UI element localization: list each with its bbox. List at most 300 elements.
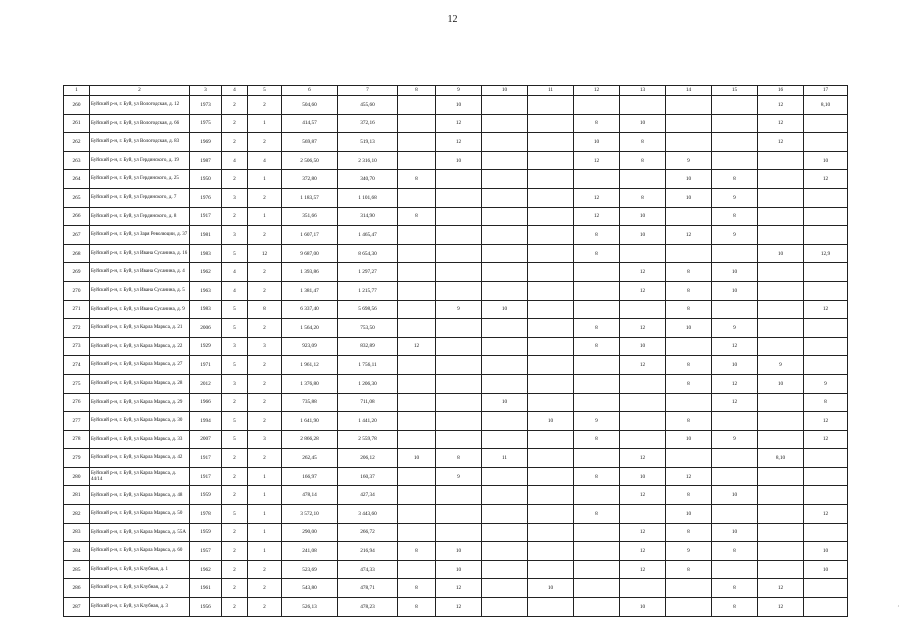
table-row [64,151,848,170]
header-cell: 1 [64,86,90,96]
col8-cell [398,300,436,319]
floors-cell: 2 [222,114,248,133]
total-area-cell: 6 337,40 [282,300,338,319]
col13-cell: 12 [620,281,666,300]
table-row [64,467,848,486]
col10-cell [482,96,528,115]
col13-cell: 10 [620,226,666,245]
col13-cell: 8 [620,151,666,170]
row-number: 283 [64,523,90,542]
col13-cell: 12 [620,356,666,375]
col15-cell: 12 [712,337,758,356]
col14-cell: 10 [666,319,712,338]
year-cell: 1987 [190,151,222,170]
row-number: 271 [64,300,90,319]
table-row [64,449,848,468]
year-cell: 1994 [190,412,222,431]
col10-cell: 10 [482,393,528,412]
col9-cell [436,356,482,375]
housing-register-table [63,85,848,617]
col9-cell: 10 [436,96,482,115]
table-row [64,486,848,505]
entrances-cell: 1 [248,207,282,226]
header-cell: 2 [90,86,190,96]
col13-cell [620,430,666,449]
entrances-cell: 2 [248,598,282,617]
year-cell: 1981 [190,226,222,245]
col12-cell [574,281,620,300]
col14-cell: 10 [666,430,712,449]
col15-cell [712,151,758,170]
total-area-cell: 504,60 [282,96,338,115]
living-area-cell: 1 441,20 [338,412,398,431]
col9-cell [436,244,482,263]
col17-cell [804,579,848,598]
living-area-cell: 2 559,78 [338,430,398,449]
col17-cell [804,486,848,505]
col13-cell: 10 [620,337,666,356]
page-number: 12 [447,14,458,25]
row-number: 285 [64,560,90,579]
col13-cell: 8 [620,133,666,152]
address-cell: Буйский р-н, г. Буй, ул Клубная, д. 1 [90,560,190,579]
col12-cell: 9 [574,412,620,431]
col10-cell [482,467,528,486]
col17-cell: 12 [804,300,848,319]
address-cell: Буйский р-н, г. Буй, ул Клубная, д. 3 [90,598,190,617]
col14-cell: 9 [666,542,712,561]
row-number: 269 [64,263,90,282]
col17-cell [804,207,848,226]
header-cell: 10 [482,86,528,96]
col16-cell [758,523,804,542]
col10-cell [482,412,528,431]
total-area-cell: 1 607,17 [282,226,338,245]
col12-cell [574,356,620,375]
year-cell: 1961 [190,579,222,598]
total-area-cell: 1 564,20 [282,319,338,338]
row-number: 286 [64,579,90,598]
entrances-cell: 1 [248,170,282,189]
living-area-cell: 427,34 [338,486,398,505]
year-cell: 1959 [190,486,222,505]
col10-cell [482,505,528,524]
address-cell: Буйский р-н, г. Буй, ул Карла Маркса, д. 29 [90,393,190,412]
entrances-cell: 2 [248,319,282,338]
col17-cell: 12,9 [804,244,848,263]
col13-cell: 10 [620,598,666,617]
col17-cell: 9 [804,374,848,393]
col13-cell: 12 [620,319,666,338]
entrances-cell: 1 [248,467,282,486]
col13-cell: 12 [620,560,666,579]
col16-cell [758,505,804,524]
col15-cell: 12 [712,374,758,393]
col10-cell [482,151,528,170]
address-cell: Буйский р-н, г. Буй, ул Вологодская, д. 66 [90,114,190,133]
table-row [64,281,848,300]
row-number: 287 [64,598,90,617]
col8-cell: 10 [398,449,436,468]
col12-cell: 8 [574,467,620,486]
col12-cell: 8 [574,337,620,356]
address-cell: Буйский р-н, г. Буй, ул Гердинского, д. 19 [90,151,190,170]
col13-cell: 12 [620,486,666,505]
col14-cell: 8 [666,281,712,300]
table-row [64,505,848,524]
row-number: 282 [64,505,90,524]
table-row [64,319,848,338]
col8-cell [398,412,436,431]
col17-cell: 8 [804,393,848,412]
year-cell: 2006 [190,319,222,338]
table-row [64,188,848,207]
address-cell: Буйский р-н, г. Буй, ул Ивана Сусанина, д. 9 [90,300,190,319]
col12-cell: 8 [574,430,620,449]
entrances-cell: 2 [248,393,282,412]
col11-cell [528,188,574,207]
col14-cell [666,393,712,412]
col14-cell: 12 [666,467,712,486]
floors-cell: 2 [222,579,248,598]
col9-cell: 12 [436,579,482,598]
address-cell: Буйский р-н, г. Буй, ул Клубная, д. 2 [90,579,190,598]
total-area-cell: 543,80 [282,579,338,598]
year-cell: 1962 [190,263,222,282]
col15-cell: 9 [712,188,758,207]
col8-cell: 8 [398,598,436,617]
table-row [64,263,848,282]
address-cell: Буйский р-н, г. Буй, ул Ивана Сусанина, д. 4 [90,263,190,282]
floors-cell: 3 [222,374,248,393]
col13-cell [620,170,666,189]
col17-cell [804,226,848,245]
col15-cell [712,467,758,486]
col10-cell [482,226,528,245]
entrances-cell: 1 [248,523,282,542]
col11-cell [528,114,574,133]
total-area-cell: 735,88 [282,393,338,412]
col17-cell [804,337,848,356]
col13-cell [620,244,666,263]
col17-cell [804,281,848,300]
year-cell: 1971 [190,356,222,375]
col8-cell [398,188,436,207]
table-body [64,86,848,617]
entrances-cell: 1 [248,114,282,133]
entrances-cell: 2 [248,560,282,579]
col8-cell [398,96,436,115]
col11-cell [528,430,574,449]
address-cell: Буйский р-н, г. Буй, ул Карла Маркса, д. 55А [90,523,190,542]
floors-cell: 5 [222,505,248,524]
address-cell: Буйский р-н, г. Буй, ул Гердинского, д. 8 [90,207,190,226]
address-cell: Буйский р-н, г. Буй, ул Вологодская, д. 12 [90,96,190,115]
col14-cell: 8 [666,356,712,375]
col16-cell [758,542,804,561]
living-area-cell: 474,33 [338,560,398,579]
header-row [64,86,848,96]
header-cell: 8 [398,86,436,96]
col11-cell [528,300,574,319]
col17-cell [804,467,848,486]
entrances-cell: 2 [248,188,282,207]
col16-cell [758,412,804,431]
col16-cell [758,319,804,338]
col12-cell: 10 [574,133,620,152]
total-area-cell: 1 641,90 [282,412,338,431]
living-area-cell: 1 756,11 [338,356,398,375]
total-area-cell: 372,80 [282,170,338,189]
col8-cell [398,505,436,524]
table-row [64,393,848,412]
col10-cell [482,133,528,152]
col10-cell [482,579,528,598]
col8-cell [398,356,436,375]
col9-cell [436,505,482,524]
table-row [64,542,848,561]
floors-cell: 4 [222,263,248,282]
floors-cell: 3 [222,337,248,356]
living-area-cell: 1 215,77 [338,281,398,300]
row-number: 278 [64,430,90,449]
col16-cell [758,207,804,226]
col9-cell [436,263,482,282]
col10-cell [482,170,528,189]
col16-cell: 10 [758,244,804,263]
col13-cell: 10 [620,114,666,133]
living-area-cell: 8 654,30 [338,244,398,263]
living-area-cell: 314,90 [338,207,398,226]
floors-cell: 2 [222,96,248,115]
stray-mark: , [897,603,899,608]
year-cell: 1917 [190,207,222,226]
col10-cell [482,542,528,561]
entrances-cell: 3 [248,430,282,449]
col12-cell: 12 [574,151,620,170]
total-area-cell: 1 183,57 [282,188,338,207]
row-number: 272 [64,319,90,338]
col12-cell [574,449,620,468]
col13-cell [620,374,666,393]
col14-cell: 8 [666,412,712,431]
col17-cell [804,188,848,207]
year-cell: 1983 [190,244,222,263]
col13-cell: 12 [620,449,666,468]
entrances-cell: 2 [248,412,282,431]
col17-cell [804,263,848,282]
col16-cell [758,337,804,356]
col15-cell: 8 [712,579,758,598]
col11-cell [528,263,574,282]
total-area-cell: 241,08 [282,542,338,561]
col10-cell [482,430,528,449]
col13-cell: 12 [620,542,666,561]
col10-cell: 11 [482,449,528,468]
address-cell: Буйский р-н, г. Буй, ул Карла Маркса, д. 21 [90,319,190,338]
col9-cell [436,374,482,393]
floors-cell: 2 [222,449,248,468]
col15-cell: 9 [712,226,758,245]
row-number: 268 [64,244,90,263]
col16-cell [758,393,804,412]
col10-cell [482,263,528,282]
col14-cell: 8 [666,486,712,505]
col9-cell: 10 [436,560,482,579]
header-cell: 4 [222,86,248,96]
row-number: 266 [64,207,90,226]
col11-cell [528,207,574,226]
col8-cell: 8 [398,170,436,189]
header-cell: 5 [248,86,282,96]
col9-cell [436,412,482,431]
col14-cell [666,449,712,468]
table-row [64,133,848,152]
col17-cell [804,114,848,133]
address-cell: Буйский р-н, г. Буй, ул Гердинского, д. 7 [90,188,190,207]
col15-cell: 10 [712,263,758,282]
col11-cell [528,319,574,338]
col13-cell [620,505,666,524]
total-area-cell: 2 866,28 [282,430,338,449]
living-area-cell: 478,23 [338,598,398,617]
living-area-cell: 3 443,60 [338,505,398,524]
col17-cell [804,319,848,338]
row-number: 276 [64,393,90,412]
entrances-cell: 2 [248,263,282,282]
address-cell: Буйский р-н, г. Буй, ул Ивана Сусанина, д. 5 [90,281,190,300]
col15-cell [712,133,758,152]
address-cell: Буйский р-н, г. Буй, ул Карла Маркса, д. 50 [90,505,190,524]
row-number: 279 [64,449,90,468]
col10-cell [482,207,528,226]
col11-cell [528,523,574,542]
col8-cell [398,393,436,412]
col17-cell: 8,10 [804,96,848,115]
col16-cell [758,151,804,170]
col15-cell: 10 [712,281,758,300]
col11-cell [528,337,574,356]
row-number: 262 [64,133,90,152]
entrances-cell: 2 [248,356,282,375]
col16-cell: 9 [758,356,804,375]
year-cell: 1917 [190,449,222,468]
col15-cell [712,96,758,115]
living-area-cell: 1 206,30 [338,374,398,393]
table-row [64,244,848,263]
col11-cell [528,170,574,189]
year-cell: 1962 [190,560,222,579]
row-number: 261 [64,114,90,133]
col11-cell: 10 [528,412,574,431]
header-cell: 3 [190,86,222,96]
entrances-cell: 1 [248,486,282,505]
col14-cell [666,207,712,226]
col8-cell: 8 [398,207,436,226]
floors-cell: 2 [222,393,248,412]
col9-cell [436,319,482,338]
header-cell: 12 [574,86,620,96]
col15-cell: 9 [712,319,758,338]
total-area-cell: 2 506,50 [282,151,338,170]
living-area-cell: 1 297,27 [338,263,398,282]
header-cell: 6 [282,86,338,96]
col16-cell: 12 [758,133,804,152]
address-cell: Буйский р-н, г. Буй, ул Карла Маркса, д. 60 [90,542,190,561]
entrances-cell: 2 [248,449,282,468]
row-number: 274 [64,356,90,375]
entrances-cell: 1 [248,505,282,524]
col14-cell: 10 [666,505,712,524]
col10-cell [482,560,528,579]
living-area-cell: 340,70 [338,170,398,189]
col13-cell: 8 [620,188,666,207]
col14-cell: 12 [666,226,712,245]
floors-cell: 5 [222,356,248,375]
row-number: 273 [64,337,90,356]
col8-cell: 8 [398,542,436,561]
floors-cell: 2 [222,523,248,542]
col17-cell: 10 [804,560,848,579]
year-cell: 1929 [190,337,222,356]
col9-cell: 8 [436,449,482,468]
floors-cell: 3 [222,226,248,245]
col14-cell [666,598,712,617]
total-area-cell: 414,57 [282,114,338,133]
row-number: 280 [64,467,90,486]
year-cell: 1975 [190,114,222,133]
col10-cell [482,486,528,505]
year-cell: 1950 [190,170,222,189]
table-row [64,207,848,226]
col17-cell [804,598,848,617]
col9-cell [436,226,482,245]
col8-cell [398,244,436,263]
col9-cell [436,393,482,412]
col8-cell [398,151,436,170]
total-area-cell: 526,13 [282,598,338,617]
col16-cell [758,226,804,245]
col16-cell [758,188,804,207]
floors-cell: 2 [222,542,248,561]
col11-cell: 10 [528,579,574,598]
col16-cell: 8,10 [758,449,804,468]
header-cell: 13 [620,86,666,96]
col10-cell [482,523,528,542]
table-row [64,96,848,115]
entrances-cell: 4 [248,151,282,170]
col9-cell [436,207,482,226]
address-cell: Буйский р-н, г. Буй, ул Вологодская, д. 83 [90,133,190,152]
col16-cell [758,486,804,505]
col14-cell [666,96,712,115]
col14-cell: 8 [666,374,712,393]
living-area-cell: 160,37 [338,467,398,486]
col15-cell [712,114,758,133]
header-cell: 11 [528,86,574,96]
living-area-cell: 1 465,47 [338,226,398,245]
header-cell: 15 [712,86,758,96]
col8-cell [398,263,436,282]
col11-cell [528,467,574,486]
col10-cell [482,244,528,263]
year-cell: 1963 [190,281,222,300]
col11-cell [528,374,574,393]
col16-cell [758,467,804,486]
col8-cell [398,560,436,579]
floors-cell: 4 [222,281,248,300]
col12-cell: 12 [574,207,620,226]
